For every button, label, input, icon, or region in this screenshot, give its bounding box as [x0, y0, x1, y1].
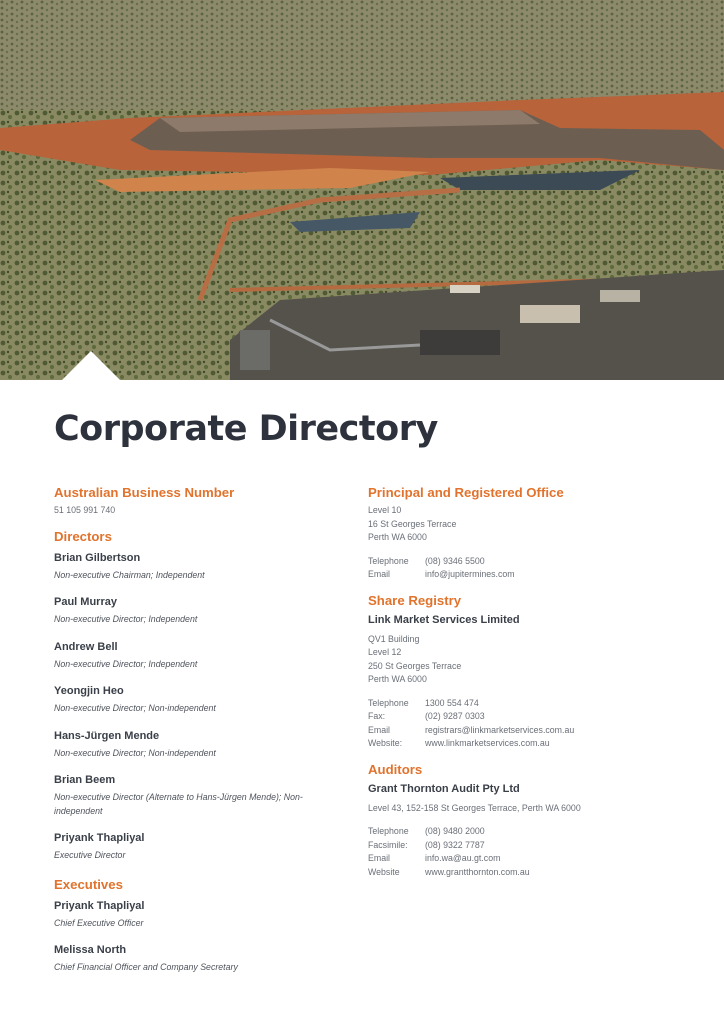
person-role: Non-executive Director; Independent — [54, 614, 198, 624]
contact-row — [368, 839, 688, 853]
abn-section — [54, 484, 354, 518]
person-role: Non-executive Director; Independent — [54, 658, 198, 669]
directors-section — [54, 528, 354, 863]
contact-row — [368, 555, 688, 569]
contact-value[interactable]: info.wa@au.gt.com — [425, 853, 501, 863]
person-name: Brian Beem — [54, 774, 116, 786]
director-entry — [54, 595, 354, 627]
contact-label: Fax: — [368, 711, 386, 721]
registry-section — [368, 592, 688, 751]
abn-value: 51 105 991 740 — [54, 505, 116, 515]
auditors-contacts — [368, 825, 688, 879]
contact-row — [368, 710, 688, 724]
director-entry — [54, 551, 354, 583]
hero-photo — [0, 0, 724, 380]
auditors-company: Grant Thornton Audit Pty Ltd — [368, 782, 520, 795]
person-name: Hans-Jürgen Mende — [54, 729, 160, 742]
contact-value[interactable]: www.grantthornton.com.au — [425, 866, 530, 877]
contact-row — [368, 724, 688, 738]
contact-label: Facsimile: — [368, 839, 408, 850]
person-name: Priyank Thapliyal — [54, 899, 145, 912]
address-line: QV1 Building — [368, 633, 420, 644]
executive-entry — [54, 943, 354, 975]
contact-value: (08) 9480 2000 — [425, 826, 485, 836]
address-line: 250 St Georges Terrace — [368, 660, 462, 671]
person-role: Non-executive Director; Non-independent — [54, 703, 216, 713]
auditors-section — [368, 761, 688, 880]
person-role: Executive Director — [54, 850, 126, 860]
person-name: Priyank Thapliyal — [54, 832, 145, 844]
address-line: Level 10 — [368, 505, 402, 515]
person-name: Melissa North — [54, 944, 127, 956]
registry-company: Link Market Services Limited — [368, 613, 520, 626]
page-title: Corporate Directory — [54, 409, 438, 449]
contact-row — [368, 852, 688, 866]
right-column — [368, 484, 688, 889]
contact-value[interactable]: info@jupitermines.com — [425, 569, 515, 579]
directors-heading: Directors — [54, 528, 112, 544]
director-entry — [54, 831, 354, 863]
contact-label: Email — [368, 569, 390, 579]
director-entry — [54, 684, 354, 716]
address-line: Perth WA 6000 — [368, 532, 427, 542]
director-entry — [54, 729, 354, 761]
office-contacts — [368, 555, 688, 582]
person-name: Brian Gilbertson — [54, 551, 141, 564]
contact-label: Telephone — [368, 697, 409, 708]
person-name: Paul Murray — [54, 596, 117, 608]
office-address — [368, 504, 688, 545]
address-line: Level 12 — [368, 647, 402, 657]
contact-value[interactable]: www.linkmarketservices.com.au — [425, 738, 550, 748]
contact-row — [368, 568, 688, 582]
address-line: Level 43, 152-158 St Georges Terrace, Perth WA 6000 — [368, 802, 581, 813]
photo-notch — [61, 351, 121, 380]
director-entry — [54, 773, 354, 818]
contact-value: (08) 9346 5500 — [425, 555, 485, 566]
person-role: Non-executive Chairman; Independent — [54, 569, 205, 580]
person-role: Non-executive Director; Non-independent — [54, 747, 216, 758]
person-role: Chief Executive Officer — [54, 917, 144, 928]
contact-value: 1300 554 474 — [425, 697, 479, 708]
address-line: Perth WA 6000 — [368, 674, 427, 684]
left-column — [54, 484, 354, 988]
contact-label: Website — [368, 866, 400, 877]
person-role: Chief Financial Officer and Company Secretary — [54, 962, 238, 972]
registry-address — [368, 633, 688, 687]
contact-value: (08) 9322 7787 — [425, 839, 485, 850]
contact-row — [368, 825, 688, 839]
person-name: Andrew Bell — [54, 640, 118, 653]
contact-label: Website: — [368, 738, 403, 748]
auditors-heading: Auditors — [368, 761, 423, 777]
contact-label: Email — [368, 853, 390, 863]
auditors-address — [368, 802, 688, 816]
executives-section — [54, 876, 354, 975]
contact-row — [368, 737, 688, 751]
executive-entry — [54, 899, 354, 931]
contact-row — [368, 866, 688, 880]
contact-label: Telephone — [368, 555, 409, 566]
office-heading: Principal and Registered Office — [368, 485, 564, 500]
director-entry — [54, 640, 354, 672]
person-role: Non-executive Director (Alternate to Hans-Jürgen Mende); Non-independent — [54, 792, 303, 816]
office-section — [368, 484, 688, 582]
executives-heading: Executives — [54, 876, 123, 892]
mine-landscape-photo-icon — [0, 0, 724, 380]
registry-contacts — [368, 697, 688, 751]
abn-heading: Australian Business Number — [54, 485, 235, 500]
contact-label: Email — [368, 724, 390, 735]
person-name: Yeongjin Heo — [54, 685, 124, 697]
contact-row — [368, 697, 688, 711]
contact-value[interactable]: registrars@linkmarketservices.com.au — [425, 724, 575, 735]
contact-label: Telephone — [368, 826, 409, 836]
registry-heading: Share Registry — [368, 592, 462, 608]
address-line: 16 St Georges Terrace — [368, 518, 457, 529]
contact-value: (02) 9287 0303 — [425, 711, 485, 721]
